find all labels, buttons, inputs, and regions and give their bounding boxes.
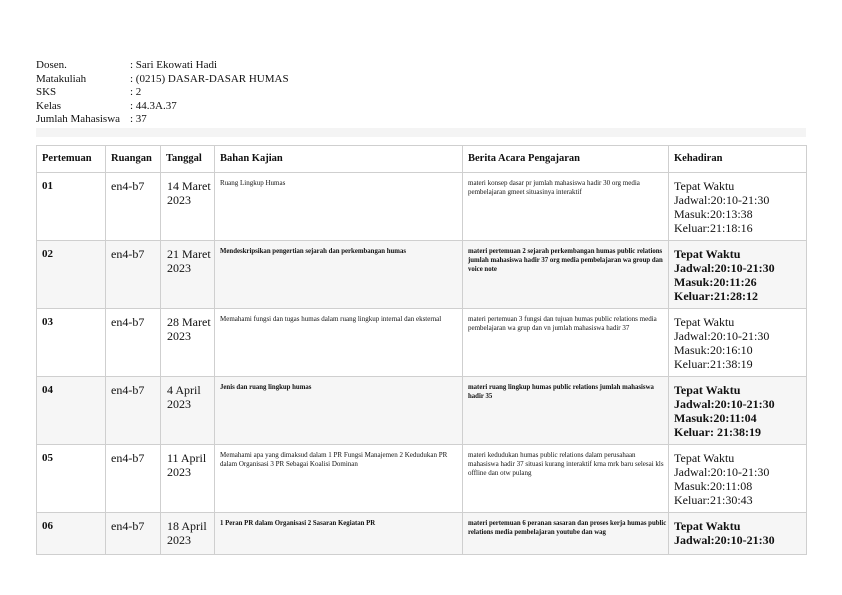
cell-kehadiran [669, 513, 807, 555]
kehadiran-masuk: Masuk:20:11:26 [674, 275, 757, 289]
table-row [37, 173, 807, 241]
cell-tanggal: 14 Maret 2023 [161, 173, 215, 241]
cell-ruangan: en4-b7 [106, 513, 161, 555]
cell-pertemuan: 06 [37, 513, 106, 555]
header-tanggal: Tanggal [161, 146, 215, 173]
table-row [37, 377, 807, 445]
cell-bahan-kajian: Memahami fungsi dan tugas humas dalam ruang lingkup internal dan eksternal [215, 309, 463, 377]
info-label: SKS [36, 86, 57, 99]
cell-tanggal: 4 April 2023 [161, 377, 215, 445]
kehadiran-masuk: Masuk:20:13:38 [674, 207, 753, 221]
kehadiran-keluar: Keluar:21:38:19 [674, 357, 753, 371]
info-value: : 37 [130, 113, 147, 126]
header-berita-acara: Berita Acara Pengajaran [463, 146, 669, 173]
info-label: Matakuliah [36, 72, 87, 85]
cell-kehadiran [669, 309, 807, 377]
kehadiran-jadwal: Jadwal:20:10-21:30 [674, 533, 775, 547]
cell-bahan-kajian: Ruang Lingkup Humas [215, 173, 463, 241]
cell-pertemuan: 03 [37, 309, 106, 377]
kehadiran-status: Tepat Waktu [674, 179, 735, 193]
cell-kehadiran [669, 173, 807, 241]
cell-berita-acara: materi pertemuan 2 sejarah perkembangan humas public relations jumlah mahasiswa hadir 37 org media pembelajaran wa group dan voice note [463, 241, 669, 309]
kehadiran-keluar: Keluar:21:30:43 [674, 493, 753, 507]
table-header-row [37, 146, 807, 173]
header-bahan-kajian: Bahan Kajian [215, 146, 463, 173]
info-value: : Sari Ekowati Hadi [130, 59, 218, 71]
info-row-sks [36, 86, 289, 100]
info-label: Kelas [36, 99, 62, 112]
cell-ruangan: en4-b7 [106, 241, 161, 309]
info-row-kelas [36, 100, 289, 114]
cell-bahan-kajian: Memahami apa yang dimaksud dalam 1 PR Fungsi Manajemen 2 Kedudukan PR dalam Organisasi 3 PR Sebagai Koalisi Dominan [215, 445, 463, 513]
cell-tanggal: 28 Maret 2023 [161, 309, 215, 377]
kehadiran-jadwal: Jadwal:20:10-21:30 [674, 193, 770, 207]
cell-bahan-kajian: 1 Peran PR dalam Organisasi 2 Sasaran Kegiatan PR [215, 513, 463, 555]
cell-tanggal: 21 Maret 2023 [161, 241, 215, 309]
info-label: Dosen. [36, 59, 67, 71]
cell-pertemuan: 01 [37, 173, 106, 241]
cell-ruangan: en4-b7 [106, 309, 161, 377]
cell-pertemuan: 05 [37, 445, 106, 513]
kehadiran-status: Tepat Waktu [674, 383, 741, 397]
cell-bahan-kajian: Jenis dan ruang lingkup humas [215, 377, 463, 445]
cell-kehadiran [669, 241, 807, 309]
info-value: : (0215) DASAR-DASAR HUMAS [130, 72, 289, 85]
table-row [37, 513, 807, 555]
cell-berita-acara: materi ruang lingkup humas public relations jumlah mahasiswa hadir 35 [463, 377, 669, 445]
kehadiran-jadwal: Jadwal:20:10-21:30 [674, 397, 775, 411]
info-row-jumlah-mahasiswa [36, 113, 289, 127]
kehadiran-masuk: Masuk:20:11:04 [674, 411, 757, 425]
cell-kehadiran [669, 377, 807, 445]
header-kehadiran: Kehadiran [669, 146, 807, 173]
cell-berita-acara: materi kedudukan humas public relations dalam perusahaan mahasiswa hadir 37 situasi kurang interaktif krna mrk baru selesai kls offline dan otw pulang [463, 445, 669, 513]
cell-berita-acara: materi pertemuan 3 fungsi dan tujuan humas public relations media pembelajaran wa grup dan vn jumlah mahasiswa hadir 37 [463, 309, 669, 377]
kehadiran-status: Tepat Waktu [674, 451, 735, 465]
cell-pertemuan: 02 [37, 241, 106, 309]
table-row [37, 445, 807, 513]
cell-ruangan: en4-b7 [106, 445, 161, 513]
cell-ruangan: en4-b7 [106, 173, 161, 241]
kehadiran-keluar: Keluar:21:28:12 [674, 289, 758, 303]
kehadiran-jadwal: Jadwal:20:10-21:30 [674, 465, 770, 479]
cell-berita-acara: materi pertemuan 6 peranan sasaran dan proses kerja humas public relations media pembelajaran youtube dan wag [463, 513, 669, 555]
cell-tanggal: 11 April 2023 [161, 445, 215, 513]
kehadiran-status: Tepat Waktu [674, 315, 735, 329]
header-ruangan: Ruangan [106, 146, 161, 173]
kehadiran-masuk: Masuk:20:16:10 [674, 343, 753, 357]
info-row-matakuliah [36, 73, 289, 87]
cell-berita-acara: materi konsep dasar pr jumlah mahasiswa hadir 30 org media pembelajaran gmeet situasinya interaktif [463, 173, 669, 241]
cell-tanggal: 18 April 2023 [161, 513, 215, 555]
table-row [37, 241, 807, 309]
section-divider [36, 128, 806, 137]
info-label: Jumlah Mahasiswa [36, 113, 121, 126]
cell-bahan-kajian: Mendeskripsikan pengertian sejarah dan perkembangan humas [215, 241, 463, 309]
kehadiran-masuk: Masuk:20:11:08 [674, 479, 753, 493]
table-row [37, 309, 807, 377]
kehadiran-jadwal: Jadwal:20:10-21:30 [674, 261, 775, 275]
kehadiran-status: Tepat Waktu [674, 519, 741, 533]
kehadiran-status: Tepat Waktu [674, 247, 741, 261]
kehadiran-keluar: Keluar:21:18:16 [674, 221, 753, 235]
cell-kehadiran [669, 445, 807, 513]
cell-pertemuan: 04 [37, 377, 106, 445]
kehadiran-jadwal: Jadwal:20:10-21:30 [674, 329, 770, 343]
cell-ruangan: en4-b7 [106, 377, 161, 445]
kehadiran-keluar: Keluar: 21:38:19 [674, 425, 761, 439]
course-info [36, 59, 289, 127]
info-value: : 44.3A.37 [130, 99, 177, 112]
info-row-dosen [36, 59, 289, 73]
attendance-table [36, 145, 807, 555]
header-pertemuan: Pertemuan [37, 146, 106, 173]
info-value: : 2 [130, 86, 142, 99]
